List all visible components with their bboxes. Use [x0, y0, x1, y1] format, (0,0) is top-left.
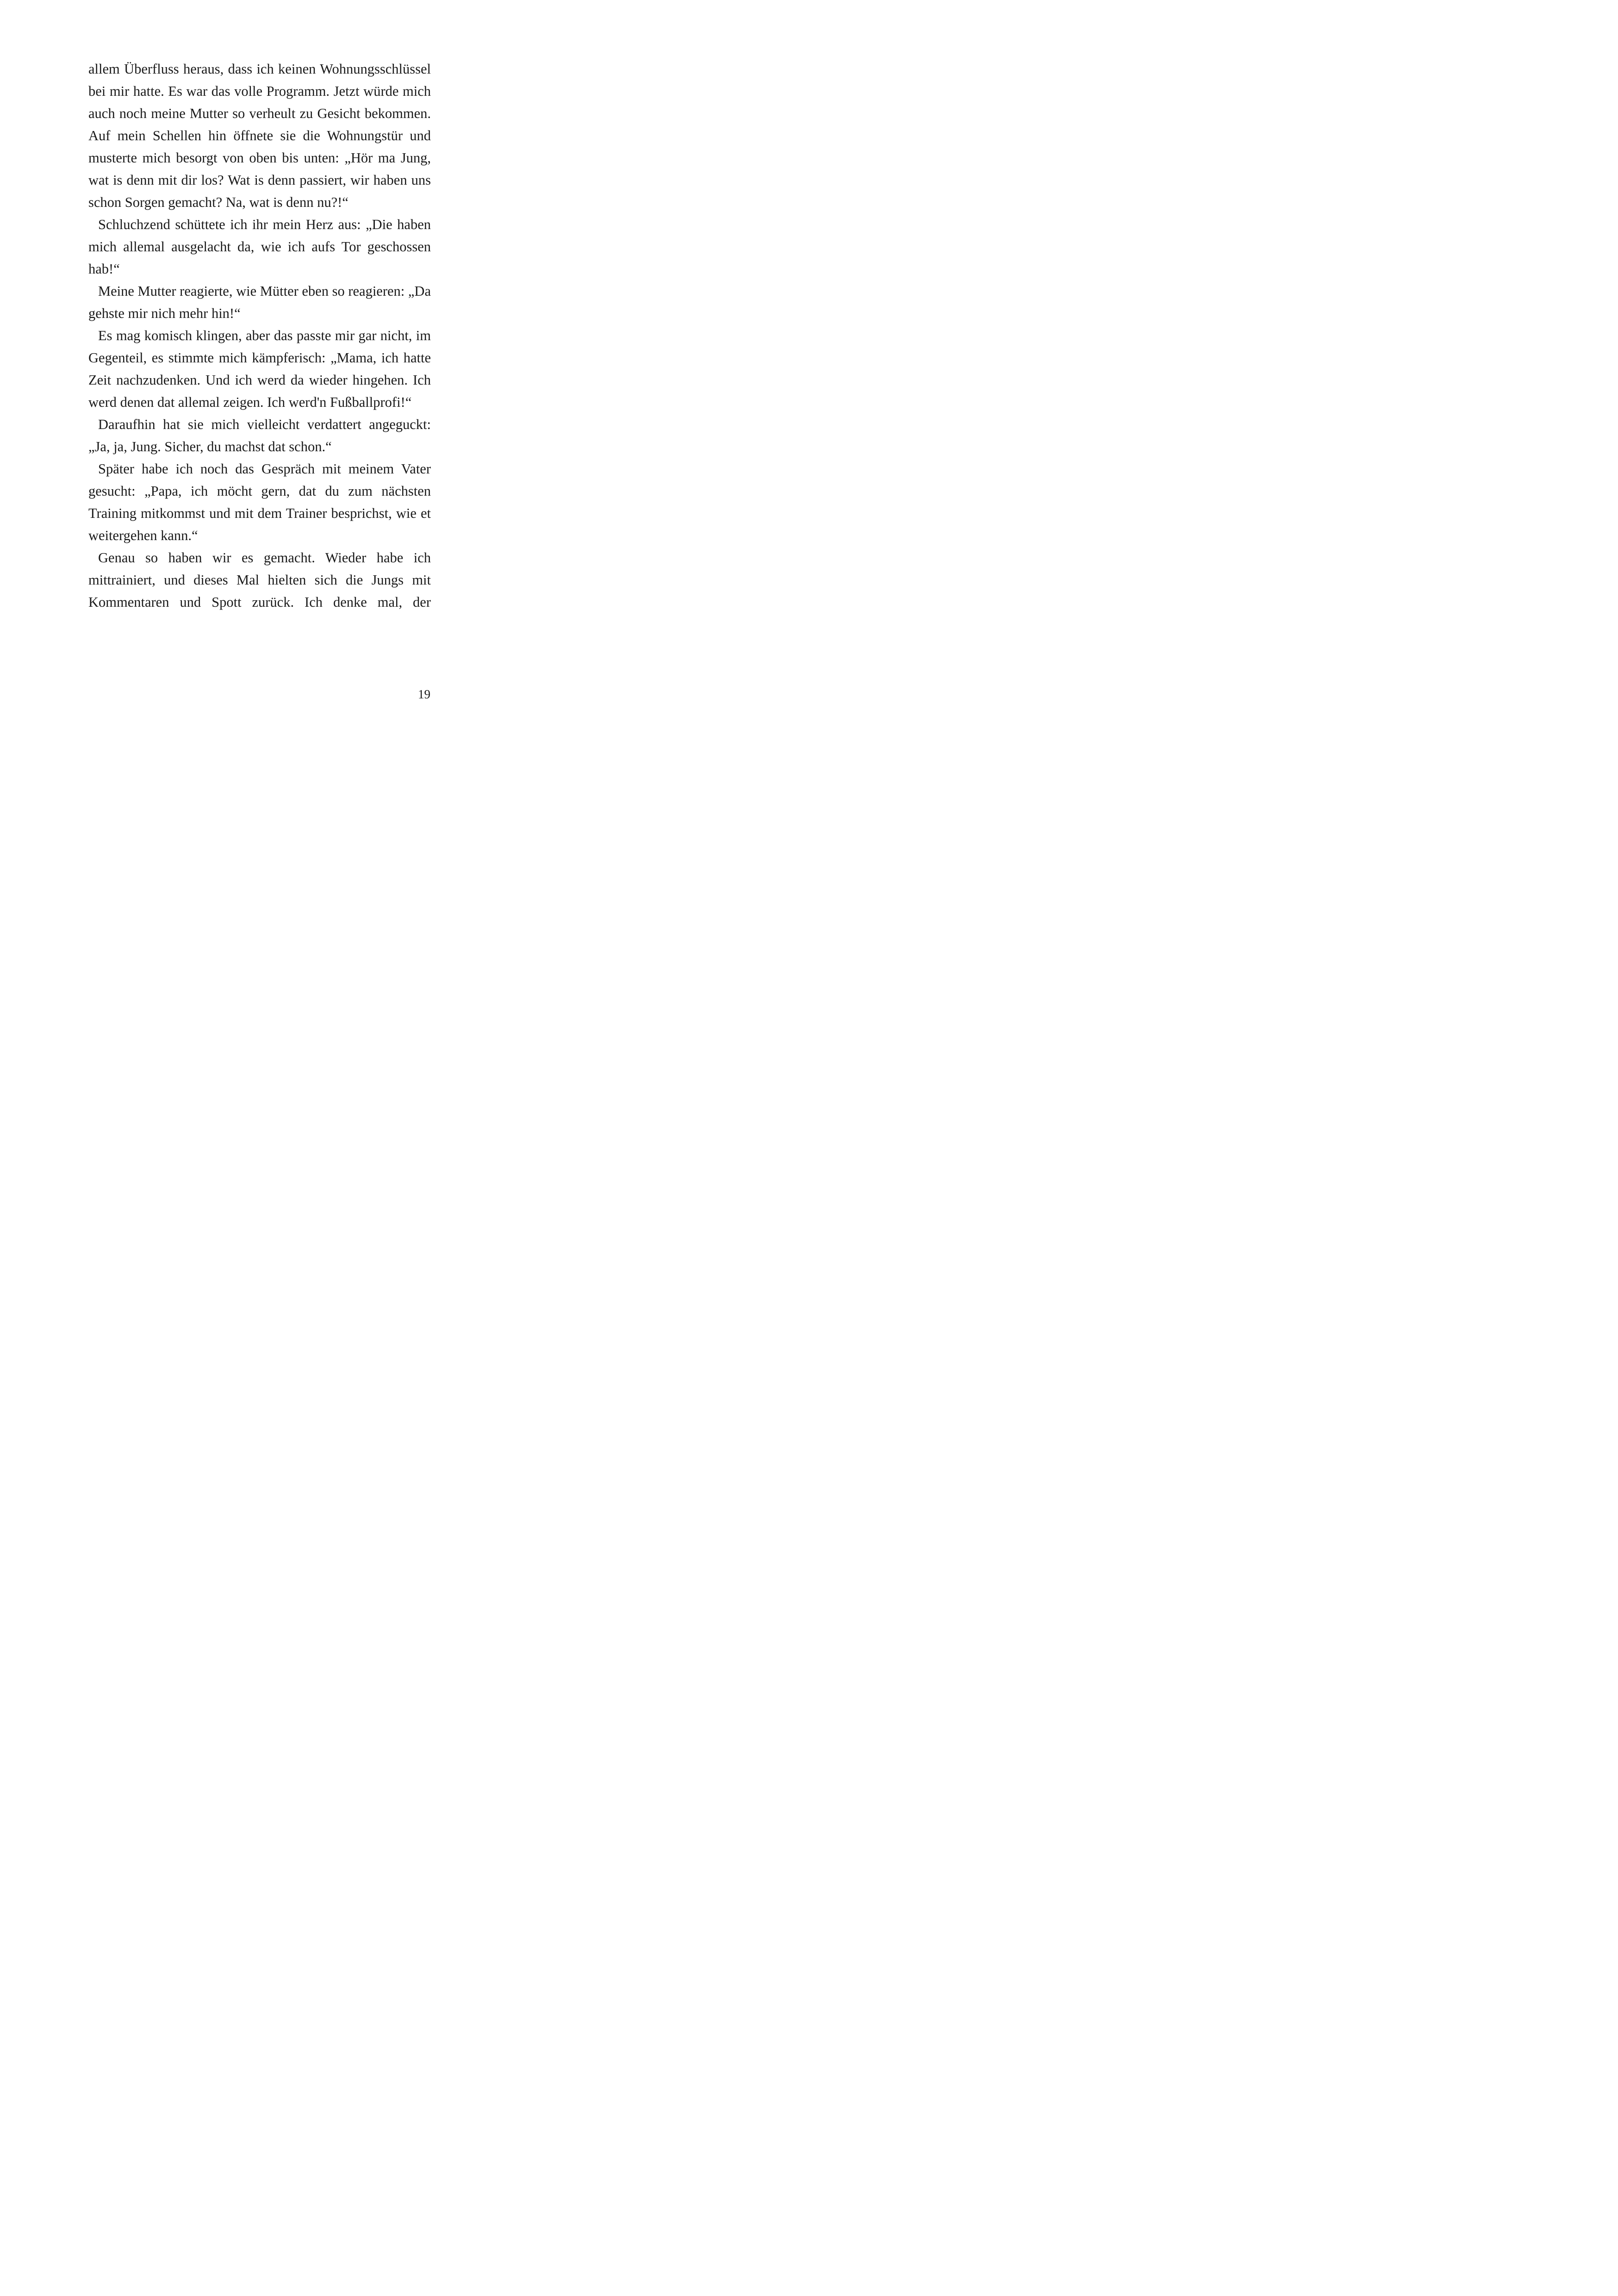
paragraph: Daraufhin hat sie mich vielleicht verdattert angeguckt: „Ja, ja, Jung. Sicher, du machst dat schon.“: [88, 417, 431, 454]
paragraph: allem Überfluss heraus, dass ich keinen Wohnungsschlüssel bei mir hatte. Es war das volle Programm. Jetzt würde mich auch noch meine Mutter so verheult zu Gesicht bekommen. Auf mein Schellen hin öffnete sie die Wohnungstür und musterte mich besorgt von oben bis unten: „Hör ma Jung, wat is denn mit dir los? Wat is denn passiert, wir haben uns schon Sorgen gemacht? Na, wat is denn nu?!“: [88, 61, 431, 210]
page-number: 19: [418, 687, 430, 701]
book-page: [0, 0, 509, 722]
paragraph: Später habe ich noch das Gespräch mit meinem Vater gesucht: „Papa, ich möcht gern, dat du zum nächsten Training mitkommst und mit dem Trainer besprichst, wie et weitergehen kann.“: [88, 461, 431, 543]
body-text: [88, 58, 431, 613]
paragraph: Meine Mutter reagierte, wie Mütter eben so reagieren: „Da gehste mir nich mehr hin!“: [88, 283, 431, 321]
paragraph: Schluchzend schüttete ich ihr mein Herz aus: „Die haben mich allemal ausgelacht da, wie ich aufs Tor geschossen hab!“: [88, 217, 431, 277]
paragraph: Genau so haben wir es gemacht. Wieder habe ich mittrainiert, und dieses Mal hielten sich die Jungs mit Kommentaren und Spott zurück. Ich denke mal, der: [88, 550, 431, 610]
paragraph: Es mag komisch klingen, aber das passte mir gar nicht, im Gegenteil, es stimmte mich kämpferisch: „Mama, ich hatte Zeit nachzudenken. Und ich werd da wieder hingehen. Ich werd denen dat allemal zeigen. Ich werd'n Fußballprofi!“: [88, 328, 431, 410]
